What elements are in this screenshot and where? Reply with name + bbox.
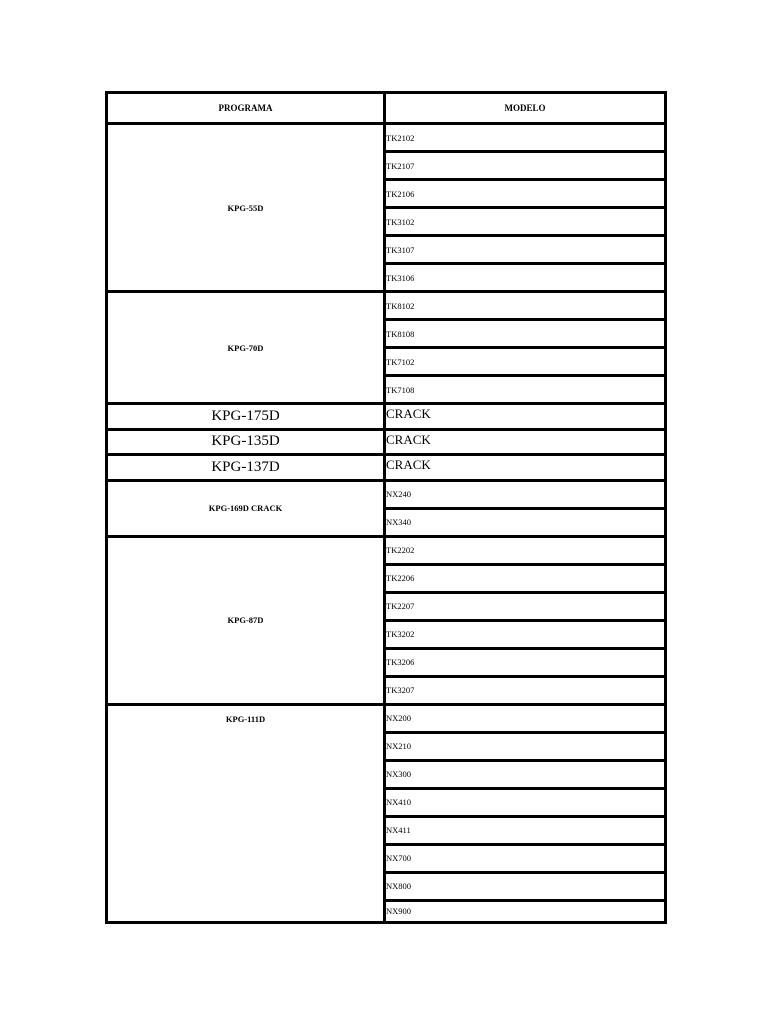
- modelo-cell: CRACK: [385, 429, 666, 455]
- program-model-table: [105, 91, 667, 924]
- modelo-cell: CRACK: [385, 404, 666, 430]
- modelo-cell: NX300: [385, 760, 666, 788]
- modelo-cell: TK2106: [385, 180, 666, 208]
- modelo-cell: NX700: [385, 844, 666, 872]
- modelo-cell: TK3206: [385, 648, 666, 676]
- table-row: [107, 455, 666, 481]
- table-row: [107, 704, 666, 732]
- table-row: [107, 536, 666, 564]
- modelo-cell: NX411: [385, 816, 666, 844]
- modelo-cell: NX240: [385, 480, 666, 508]
- modelo-cell: TK3207: [385, 676, 666, 704]
- modelo-cell: TK2107: [385, 152, 666, 180]
- modelo-cell: TK2207: [385, 592, 666, 620]
- modelo-cell: TK2206: [385, 564, 666, 592]
- programa-cell: KPG-87D: [107, 536, 385, 704]
- table-row: [107, 480, 666, 508]
- header-modelo: MODELO: [385, 93, 666, 124]
- modelo-cell: CRACK: [385, 455, 666, 481]
- modelo-cell: TK3106: [385, 264, 666, 292]
- modelo-cell: TK2102: [385, 124, 666, 152]
- modelo-cell: NX410: [385, 788, 666, 816]
- modelo-cell: TK3202: [385, 620, 666, 648]
- programa-cell: KPG-135D: [107, 429, 385, 455]
- modelo-cell: TK8102: [385, 292, 666, 320]
- programa-cell: KPG-55D: [107, 124, 385, 292]
- modelo-cell: TK3107: [385, 236, 666, 264]
- modelo-cell: NX210: [385, 732, 666, 760]
- programa-cell: KPG-169D CRACK: [107, 480, 385, 536]
- programa-cell: KPG-137D: [107, 455, 385, 481]
- modelo-cell: NX340: [385, 508, 666, 536]
- table-row: [107, 404, 666, 430]
- modelo-cell: TK2202: [385, 536, 666, 564]
- modelo-cell: TK3102: [385, 208, 666, 236]
- programa-cell: KPG-111D: [107, 704, 385, 922]
- header-row: [107, 93, 666, 124]
- modelo-cell: NX200: [385, 704, 666, 732]
- modelo-cell: NX800: [385, 872, 666, 900]
- modelo-cell: TK7108: [385, 376, 666, 404]
- table-row: [107, 124, 666, 152]
- table-body: [107, 124, 666, 923]
- table-row: [107, 292, 666, 320]
- modelo-cell: NX900: [385, 900, 666, 922]
- table-row: [107, 429, 666, 455]
- programa-cell: KPG-70D: [107, 292, 385, 404]
- header-programa: PROGRAMA: [107, 93, 385, 124]
- modelo-cell: TK8108: [385, 320, 666, 348]
- programa-cell: KPG-175D: [107, 404, 385, 430]
- modelo-cell: TK7102: [385, 348, 666, 376]
